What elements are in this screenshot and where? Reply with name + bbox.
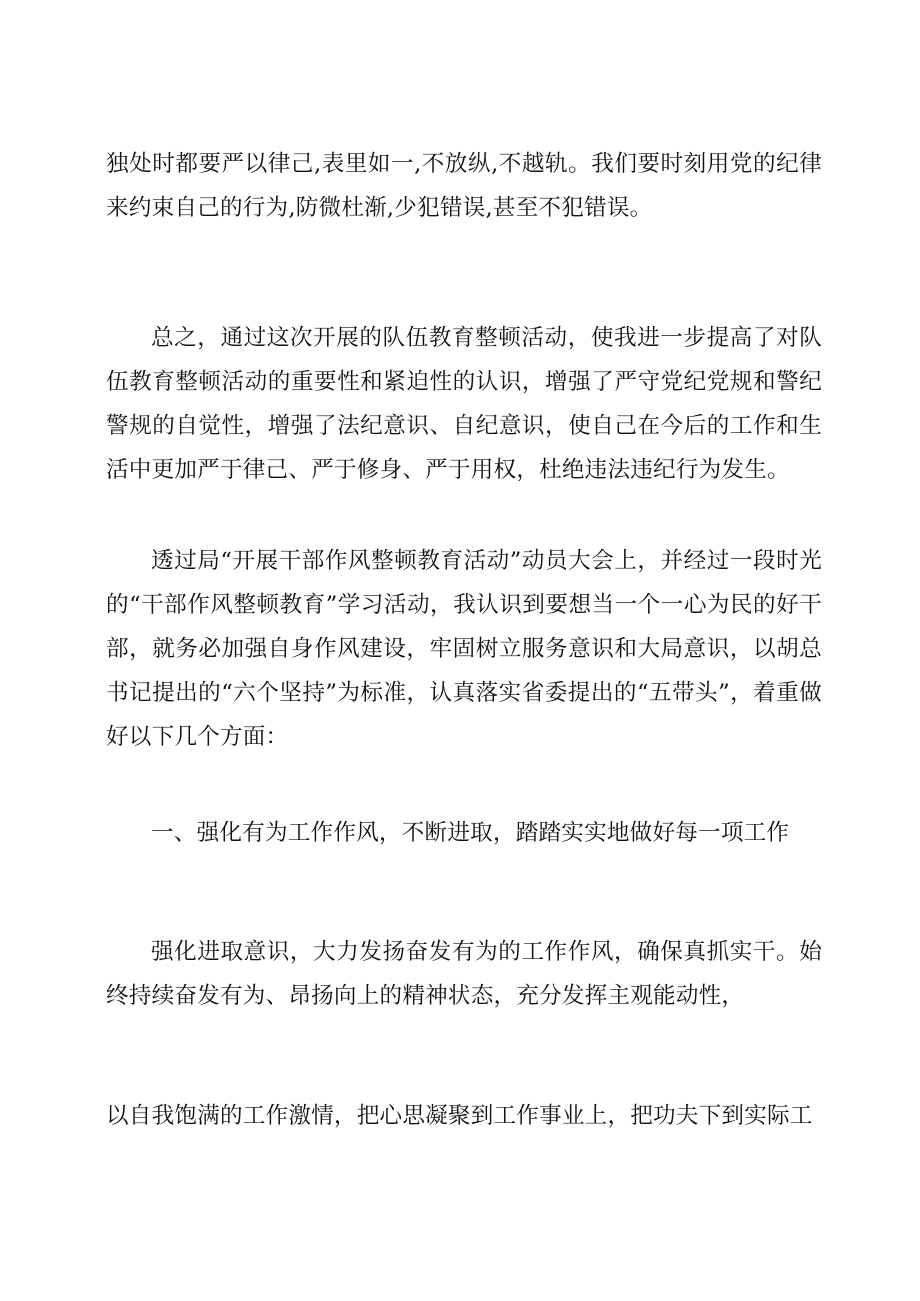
- paragraph-discipline: 独处时都要严以律己,表里如一,不放纵,不越轨。我们要时刻用党的纪律来约束自己的行为,防微杜渐,少犯错误,甚至不犯错误。: [106, 151, 822, 221]
- paragraph-conclusion: 总之，通过这次开展的队伍教育整顿活动，使我进一步提高了对队伍教育整顿活动的重要性和紧迫性的认识，增强了严守党纪党规和警纪警规的自觉性，增强了法纪意识、自纪意识，使自己在今后的工作和生活中更加严于律己、严于修身、严于用权，杜绝违法违纪行为发生。: [106, 325, 822, 483]
- paragraph-initiative: 强化进取意识，大力发扬奋发有为的工作作风，确保真抓实干。始终持续奋发有为、昂扬向上的精神状态，充分发挥主观能动性，: [106, 939, 822, 1009]
- paragraph-enthusiasm: 以自我饱满的工作激情，把心思凝聚到工作事业上，把功夫下到实际工: [106, 1103, 813, 1129]
- paragraph-work-style-campaign: 透过局“开展干部作风整顿教育活动”动员大会上，并经过一段时光的“干部作风整顿教育”学习活动，我认识到要想当一个一心为民的好干部，就务必加强自身作风建设，牢固树立服务意识和大局意识，以胡总书记提出的“六个坚持”为标准，认真落实省委提出的“五带头”，着重做好以下几个方面：: [106, 548, 822, 750]
- section-heading-one: 一、强化有为工作作风，不断进取，踏踏实实地做好每一项工作: [151, 820, 790, 846]
